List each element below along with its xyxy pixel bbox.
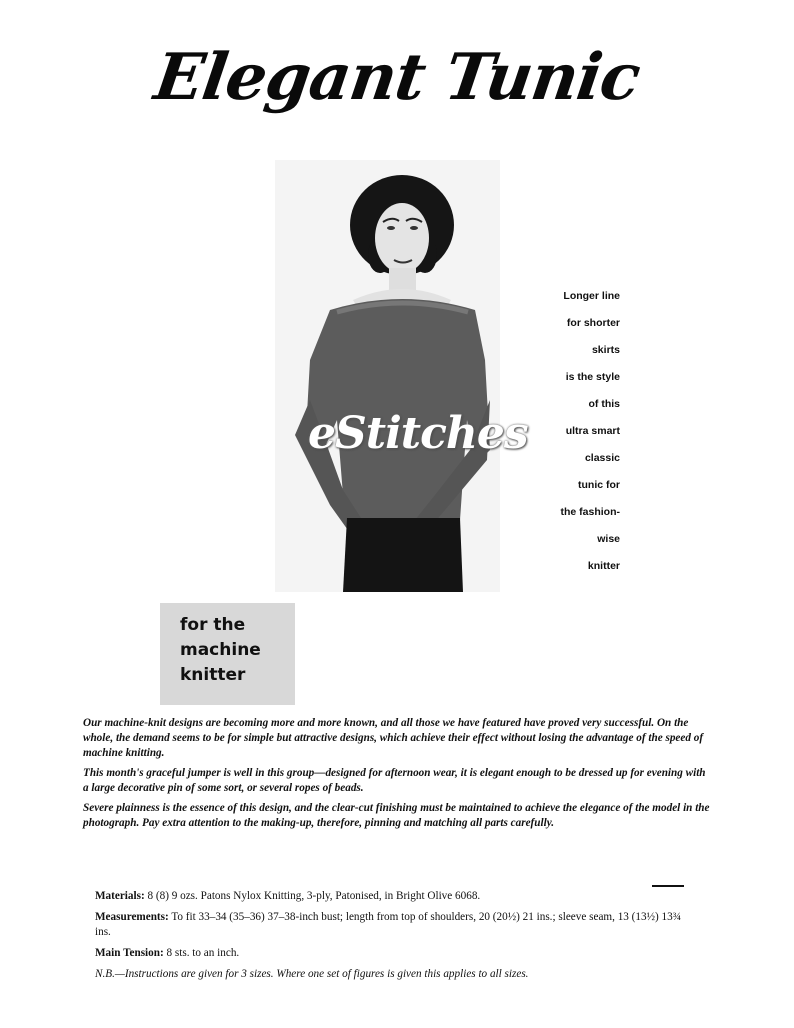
side-caption-line: for shorter — [566, 317, 620, 329]
machine-knitter-badge — [160, 603, 295, 705]
side-caption-line: wise — [597, 533, 620, 545]
intro-text — [83, 716, 711, 836]
intro-paragraph: Severe plainness is the essence of this design, and the clear-cut finishing must be maintained to achieve the elegance of the model in the photograph. Pay extra attention to the making-up, therefore, pinning and matching all parts carefully. — [83, 802, 710, 829]
measurements-line — [95, 910, 695, 940]
side-caption-line: is the style — [565, 371, 620, 383]
side-caption-line: Longer line — [563, 290, 620, 302]
tension-line — [95, 946, 695, 961]
side-caption-line: skirts — [591, 344, 620, 356]
side-caption-line: tunic for — [578, 479, 620, 491]
materials-line — [95, 889, 695, 904]
materials-text: 8 (8) 9 ozs. Patons Nylox Knitting, 3-ply, Patonised, in Bright Olive 6068. — [147, 890, 481, 902]
measurements-label: Measurements: — [95, 911, 169, 923]
side-caption-line: classic — [584, 452, 620, 464]
side-caption-line: the fashion- — [560, 506, 620, 518]
model-photo — [275, 160, 500, 592]
tension-label: Main Tension: — [95, 947, 164, 959]
measurements-text: To fit 33–34 (35–36) 37–38-inch bust; length from top of shoulders, 20 (20½) 21 ins.; sleeve seam, 13 (13½) 13¾ ins. — [95, 911, 682, 938]
side-caption-line: knitter — [587, 560, 620, 572]
side-caption-line: of this — [588, 398, 620, 410]
intro-paragraph: Our machine-knit designs are becoming more and more known, and all those we have featured have proved very successful. On the whole, the demand seems to be for simple but attractive designs, which achieve their effect without losing the advantage of the speed of machine knitting. — [83, 717, 704, 759]
specifications — [95, 889, 695, 988]
side-caption — [561, 283, 621, 580]
badge-line: machine — [180, 640, 261, 660]
size-note: N.B.—Instructions are given for 3 sizes. Where one set of figures is given this applies to all sizes. — [95, 968, 529, 980]
intro-paragraph: This month's graceful jumper is well in this group—designed for afternoon wear, it is elegant enough to be dressed up for evening with a large decorative pin of some sort, or several ropes of beads. — [83, 767, 706, 794]
materials-label: Materials: — [95, 890, 145, 902]
page-title: Elegant Tunic — [149, 40, 645, 115]
watermark-logo: eStitches — [308, 408, 528, 459]
badge-line: for the — [180, 615, 246, 635]
section-rule — [652, 885, 684, 887]
tension-text: 8 sts. to an inch. — [166, 947, 240, 959]
badge-line: knitter — [180, 665, 246, 685]
side-caption-line: ultra smart — [565, 425, 620, 437]
